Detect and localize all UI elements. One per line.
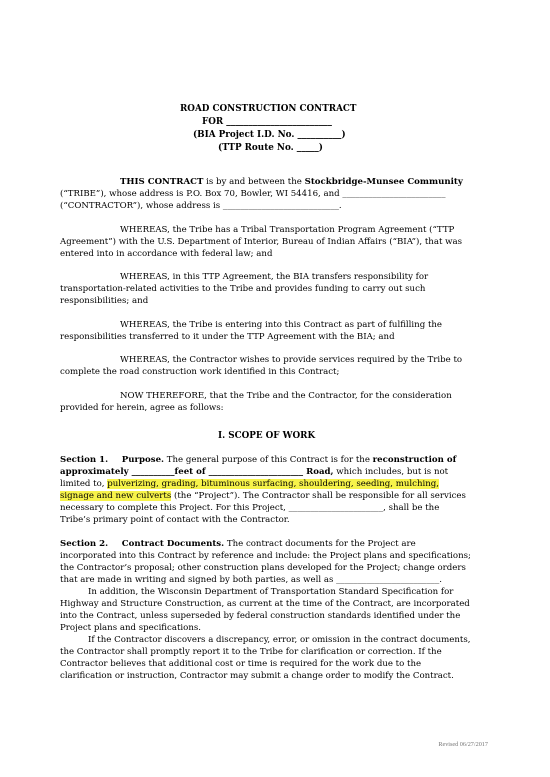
scope-of-work-heading: I. SCOPE OF WORK	[218, 431, 316, 441]
whereas3-line-2: responsibilities transferred to it under the TTP Agreement with the BIA; and	[60, 332, 395, 342]
section2-p3-line-4: clarification or instruction, Contractor may submit a change order to modify the Contract.	[60, 671, 454, 681]
section1-label: Section 1.	[60, 455, 109, 465]
contract-title: ROAD CONSTRUCTION CONTRACT	[180, 104, 357, 114]
section2-line-3: the Contractor’s proposal; other construction plans developed for the Project; change orders	[60, 563, 466, 573]
section2-p2-line-1: In addition, the Wisconsin Department of Transportation Standard Specification for	[88, 587, 454, 597]
highlighted-work-items-1: pulverizing, grading, bituminous surfacing, shouldering, seeding, mulching,	[107, 479, 440, 489]
intro-bold-community: Stockbridge-Munsee Community	[304, 177, 463, 187]
ttp-route-line: (TTP Route No. _____)	[218, 143, 323, 153]
whereas3-line-1: WHEREAS, the Tribe is entering into this Contract as part of fulfilling the	[120, 320, 443, 330]
section1-bold-1: reconstruction of	[372, 455, 457, 465]
section1-line-6: Tribe’s primary point of contact with the Contractor.	[60, 515, 290, 525]
therefore-line-2: provided for herein, agree as follows:	[60, 403, 224, 413]
section1-title: Purpose.	[121, 455, 165, 465]
revision-footer: Revised 06/27/2017	[438, 741, 488, 748]
section2-p2-line-3: into the Contract, unless superseded by federal construction standards identified under the	[60, 611, 461, 621]
whereas1-line-3: entered into in accordance with federal law; and	[60, 249, 273, 259]
therefore-line-1: NOW THEREFORE, that the Tribe and the Contractor, for the consideration	[120, 391, 452, 401]
intro-text: is by and between the	[203, 177, 305, 187]
section2-p2-line-4: Project plans and specifications.	[60, 623, 202, 633]
section1-bold-2: approximately __________feet of ______________________ Road,	[60, 467, 334, 477]
intro-line-3: (“CONTRACTOR”), whose address is ___________________________.	[60, 201, 342, 211]
intro-line-2: (“TRIBE”), whose address is P.O. Box 70, Bowler, WI 54416, and ________________________	[60, 189, 446, 199]
whereas1-line-2: Agreement”) with the U.S. Department of Interior, Bureau of Indian Affairs (“BIA”), that was	[60, 237, 463, 247]
section2-line-4: that are made in writing and signed by both parties, as well as ________________________.	[60, 575, 442, 585]
whereas2-line-3: responsibilities; and	[60, 296, 149, 306]
section1-line-5: necessary to complete this Project. For this Project, ______________________, shall be the	[60, 503, 440, 513]
whereas4-line-1: WHEREAS, the Contractor wishes to provide services required by the Tribe to	[120, 355, 463, 365]
section2-title: Contract Documents.	[121, 539, 225, 549]
whereas1-line-1: WHEREAS, the Tribe has a Tribal Transportation Program Agreement (“TTP	[120, 225, 455, 235]
section1-text-3: limited to,	[60, 479, 108, 489]
bia-project-line: (BIA Project I.D. No. __________)	[193, 130, 346, 140]
highlighted-work-items-2: signage and new culverts	[60, 491, 172, 501]
section2-text-1: The contract documents for the Project are	[224, 539, 416, 549]
whereas4-line-2: complete the road construction work identified in this Contract;	[60, 367, 340, 377]
contract-for-line: FOR ________________________	[202, 117, 332, 127]
section2-p3-line-2: the Contractor shall promptly report it to the Tribe for clarification or correction. If the	[60, 647, 442, 657]
section1-text-4: (the “Project”). The Contractor shall be responsible for all services	[171, 491, 466, 501]
whereas2-line-1: WHEREAS, in this TTP Agreement, the BIA transfers responsibility for	[120, 272, 429, 282]
section1-text-2: which includes, but is not	[333, 467, 449, 477]
section2-p3-line-1: If the Contractor discovers a discrepancy, error, or omission in the contract documents,	[88, 635, 471, 645]
section2-line-2: incorporated into this Contract by reference and include: the Project plans and specifications;	[60, 551, 471, 561]
whereas2-line-2: transportation-related activities to the Tribe and provides funding to carry out such	[60, 284, 426, 294]
section2-p2-line-2: Highway and Structure Construction, as current at the time of the Contract, are incorporated	[60, 599, 470, 609]
section2-p3-line-3: Contractor believes that additional cost or time is required for the work due to the	[60, 659, 422, 669]
intro-bold-this-contract: THIS CONTRACT	[120, 177, 204, 187]
section2-label: Section 2.	[60, 539, 109, 549]
section1-text-1: The general purpose of this Contract is for the	[164, 455, 373, 465]
